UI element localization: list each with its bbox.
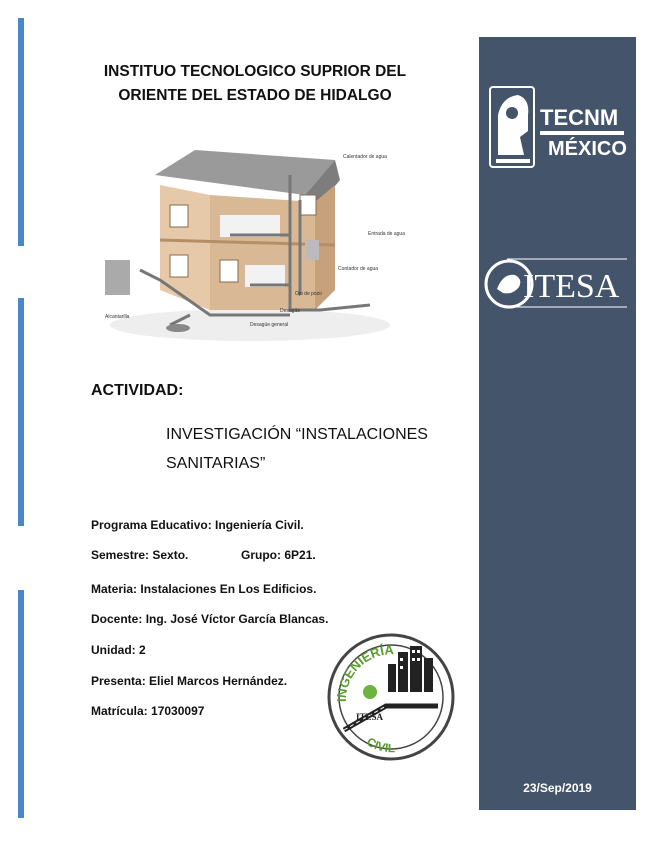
svg-text:MÉXICO: MÉXICO	[548, 138, 627, 160]
plumbing-illustration	[100, 140, 405, 345]
itesa-logo	[483, 253, 631, 315]
presenter-label: Presenta:	[91, 674, 146, 688]
presenter-value: Eliel Marcos Hernández.	[149, 674, 288, 688]
svg-text:Entrada de agua: Entrada de agua	[368, 231, 405, 237]
unit-label: Unidad:	[91, 643, 136, 657]
svg-text:Alcantarilla: Alcantarilla	[105, 314, 130, 320]
id-value: 17030097	[151, 704, 205, 718]
semester-line	[91, 548, 188, 562]
unit-line	[91, 643, 146, 657]
decorative-bar-middle	[18, 298, 24, 526]
svg-text:CIVIL: CIVIL	[364, 734, 396, 756]
svg-text:Calentador de agua: Calentador de agua	[343, 154, 387, 160]
teacher-label: Docente:	[91, 612, 143, 626]
presenter-line	[91, 674, 287, 688]
teacher-value: Ing. José Víctor García Blancas.	[145, 612, 329, 626]
svg-text:TECNM: TECNM	[540, 105, 619, 130]
subject-line	[91, 582, 316, 596]
program-line	[91, 518, 304, 532]
decorative-bar-bottom	[18, 590, 24, 818]
group-label: Grupo:	[241, 548, 281, 562]
svg-text:Contador de agua: Contador de agua	[338, 266, 379, 272]
svg-text:INGENIERÍA: INGENIERÍA	[333, 642, 395, 703]
group-line	[241, 548, 316, 562]
institution-line-2: ORIENTE DEL ESTADO DE HIDALGO	[118, 87, 392, 104]
program-label: Programa Educativo:	[91, 518, 212, 532]
subject-label: Materia:	[91, 582, 138, 596]
institution-name	[70, 60, 440, 108]
unit-value: 2	[139, 643, 146, 657]
activity-label: ACTIVIDAD:	[91, 382, 184, 399]
semester-value: Sexto.	[152, 548, 189, 562]
svg-text:Desagüe: Desagüe	[280, 308, 301, 314]
tecnm-logo	[488, 85, 628, 171]
decorative-bar-top	[18, 18, 24, 246]
svg-text:ITESA: ITESA	[356, 712, 384, 722]
civil-engineering-seal	[326, 632, 456, 762]
svg-text:Ojo de pozo: Ojo de pozo	[295, 291, 322, 297]
date: 23/Sep/2019	[523, 781, 592, 795]
subject-value: Instalaciones En Los Edificios.	[140, 582, 317, 596]
activity-title-line-1: INVESTIGACIÓN “INSTALACIONES	[166, 426, 428, 443]
id-label: Matrícula:	[91, 704, 148, 718]
program-value: Ingeniería Civil.	[215, 518, 304, 532]
svg-text:ITESA: ITESA	[523, 268, 620, 305]
semester-label: Semestre:	[91, 548, 150, 562]
teacher-line	[91, 612, 328, 626]
institution-line-1: INSTITUO TECNOLOGICO SUPRIOR DEL	[103, 63, 407, 80]
activity-title-line-2: SANITARIAS”	[166, 455, 266, 472]
svg-text:Desagüe general: Desagüe general	[250, 322, 289, 328]
activity-title	[166, 420, 466, 478]
id-line	[91, 704, 204, 718]
group-value: 6P21.	[284, 548, 316, 562]
